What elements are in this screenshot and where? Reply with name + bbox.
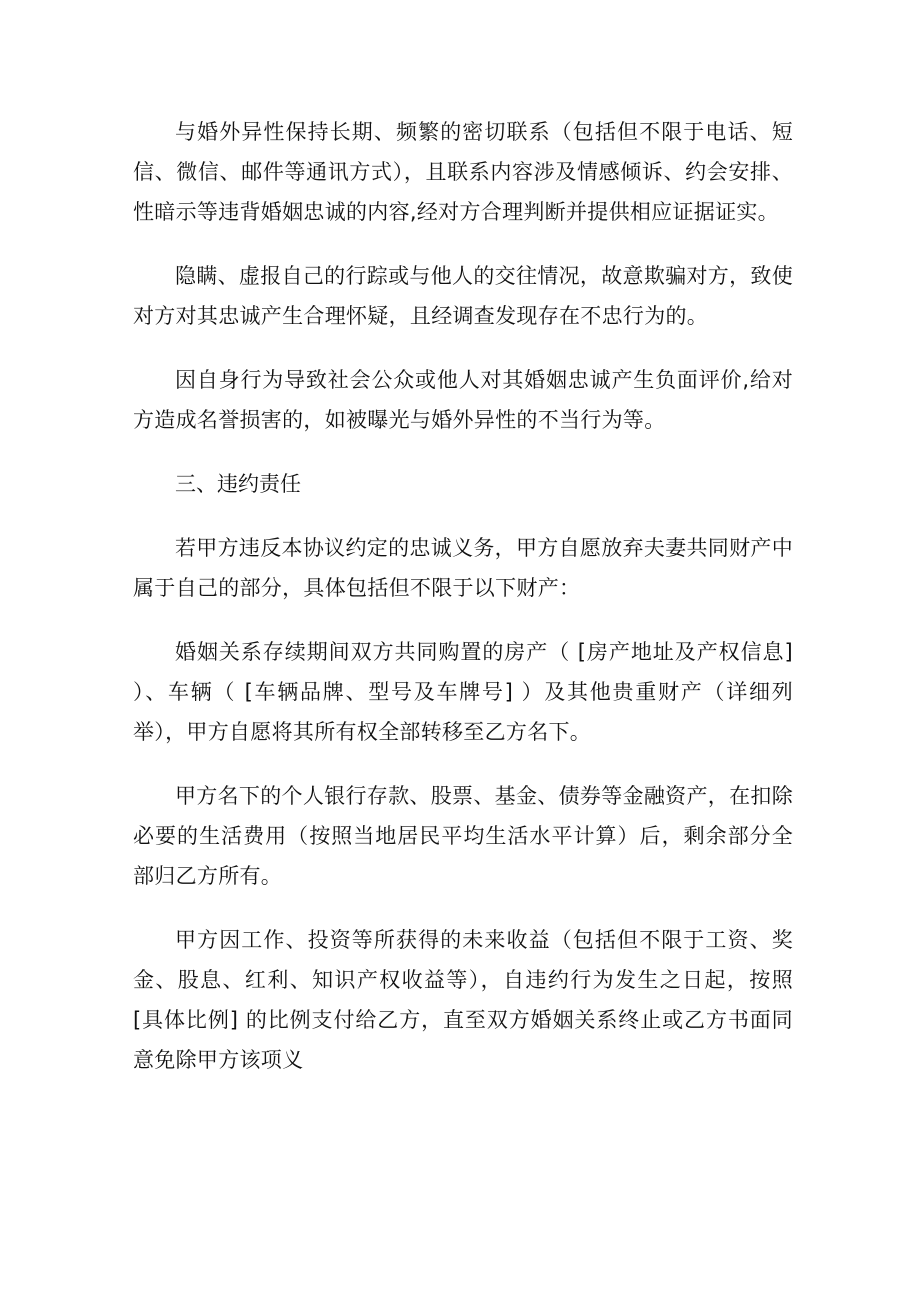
paragraph-contact-violation: 与婚外异性保持长期、频繁的密切联系（包括但不限于电话、短信、微信、邮件等通讯方式），且联系内容涉及情感倾诉、约会安排、性暗示等违背婚姻忠诚的内容,经对方合理判断并提供相应证据证实。 xyxy=(133,120,793,224)
section-heading-liability: 三、违约责任 xyxy=(175,472,301,496)
document-body xyxy=(133,112,793,1104)
paragraph-reputation-damage: 因自身行为导致社会公众或他人对其婚姻忠诚产生负面评价,给对方造成名誉损害的，如被曝光与婚外异性的不当行为等。 xyxy=(133,368,793,432)
paragraph-concealment: 隐瞒、虚报自己的行踪或与他人的交往情况，故意欺骗对方，致使对方对其忠诚产生合理怀疑，且经调查发现存在不忠行为的。 xyxy=(133,264,793,328)
paragraph-waiver: 若甲方违反本协议约定的忠诚义务，甲方自愿放弃夫妻共同财产中属于自己的部分，具体包括但不限于以下财产： xyxy=(133,536,793,600)
paragraph-property-transfer: 婚姻关系存续期间双方共同购置的房产（ [房产地址及产权信息] ）、车辆（ [车辆品牌、型号及车牌号] ）及其他贵重财产（详细列举），甲方自愿将其所有权全部转移至乙方名下。 xyxy=(133,640,793,744)
paragraph-financial-assets: 甲方名下的个人银行存款、股票、基金、债券等金融资产，在扣除必要的生活费用（按照当地居民平均生活水平计算）后，剩余部分全部归乙方所有。 xyxy=(133,784,793,888)
paragraph-future-income: 甲方因工作、投资等所获得的未来收益（包括但不限于工资、奖金、股息、红利、知识产权收益等），自违约行为发生之日起，按照 [具体比例] 的比例支付给乙方，直至双方婚姻关系终止或乙方书面同意免除甲方该项义 xyxy=(133,928,793,1072)
